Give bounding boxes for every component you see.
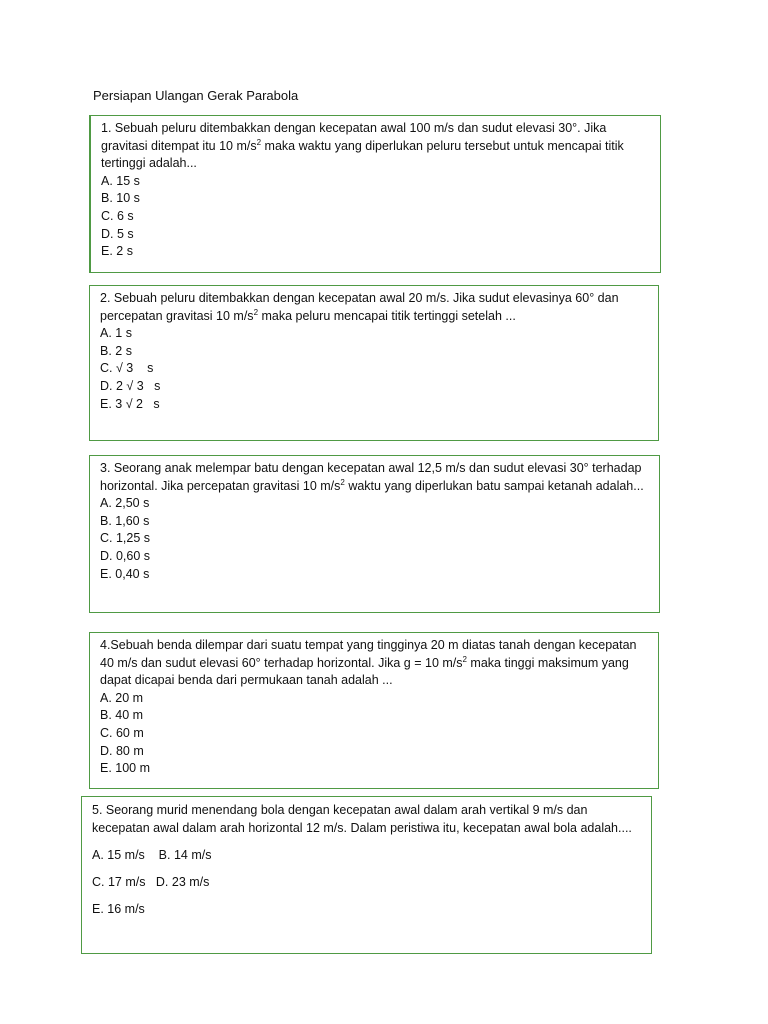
document-title: Persiapan Ulangan Gerak Parabola [93,88,299,103]
option-c: C. 60 m [100,725,144,740]
option-a: A. 2,50 s [100,496,150,511]
option-b: B. 1,60 s [100,513,150,528]
option-b: B. 10 s [101,191,140,206]
option-row-ab: A. 15 m/s B. 14 m/s [92,847,212,862]
question-text [92,802,641,837]
question-box-2 [89,285,659,441]
question-text-after: waktu yang diperlukan batu sampai ketanah adalah... [344,478,644,493]
question-box-5 [81,796,652,954]
question-text-after: maka waktu yang diperlukan peluru tersebut untuk mencapai titik tertinggi adalah... [101,138,624,171]
option-a: A. 20 m [100,690,144,705]
option-a: A. 1 s [100,326,132,341]
option-c: C. √ 3 s [100,361,154,376]
question-text-before: 3. Seorang anak melempar batu dengan kecepatan awal 12,5 m/s dan sudut elevasi 30° terhadap horizontal. Jika percepatan gravitasi 10 m/s [100,461,642,493]
option-d: D. 2 √ 3 s [100,378,161,393]
option-b: B. 2 s [100,343,132,358]
superscript: 2 [256,137,262,147]
option-a: A. 15 s [101,173,140,188]
option-row-e: E. 16 m/s [92,902,145,917]
question-text [100,290,648,325]
option-d: D. 0,60 s [100,548,151,563]
question-text [100,637,648,690]
option-d: D. 80 m [100,743,144,758]
question-text-before: 2. Sebuah peluru ditembakkan dengan kecepatan awal 20 m/s. Jika sudut elevasinya 60° dan percepatan gravitasi 10 m/s [100,291,619,323]
option-d: D. 5 s [101,226,134,241]
question-text [101,120,650,173]
question-text-before: 5. Seorang murid menendang bola dengan kecepatan awal dalam arah vertikal 9 m/s dan kecepatan awal dalam arah horizontal 12 m/s. Dalam peristiwa itu, kecepatan awal bola adalah.... [92,803,632,835]
option-c: C. 6 s [101,208,134,223]
option-e: E. 2 s [101,244,133,259]
option-b: B. 40 m [100,708,144,723]
question-text-after: maka peluru mencapai titik tertinggi setelah ... [258,308,516,323]
superscript: 2 [462,654,467,664]
question-text-before: 4.Sebuah benda dilempar dari suatu tempat yang tingginya 20 m diatas tanah dengan kecepatan 40 m/s dan sudut elevasi 60° terhadap horizontal. Jika g = 10 m/s [100,638,637,670]
option-e: E. 3 √ 2 s [100,396,160,411]
option-c: C. 1,25 s [100,531,151,546]
question-text [100,460,649,495]
question-box-1 [89,115,661,273]
question-text-after: maka tinggi maksimum yang dapat dicapai benda dari permukaan tanah adalah ... [100,655,629,688]
superscript: 2 [253,307,259,317]
option-e: E. 100 m [100,761,151,776]
superscript: 2 [340,477,345,487]
option-e: E. 0,40 s [100,566,150,581]
question-box-3 [89,455,660,613]
option-row-cd: C. 17 m/s D. 23 m/s [92,874,210,889]
question-text-before: 1. Sebuah peluru ditembakkan dengan kecepatan awal 100 m/s dan sudut elevasi 30°. Jika gravitasi ditempat itu 10 m/s [101,121,607,153]
question-box-4 [89,632,659,789]
